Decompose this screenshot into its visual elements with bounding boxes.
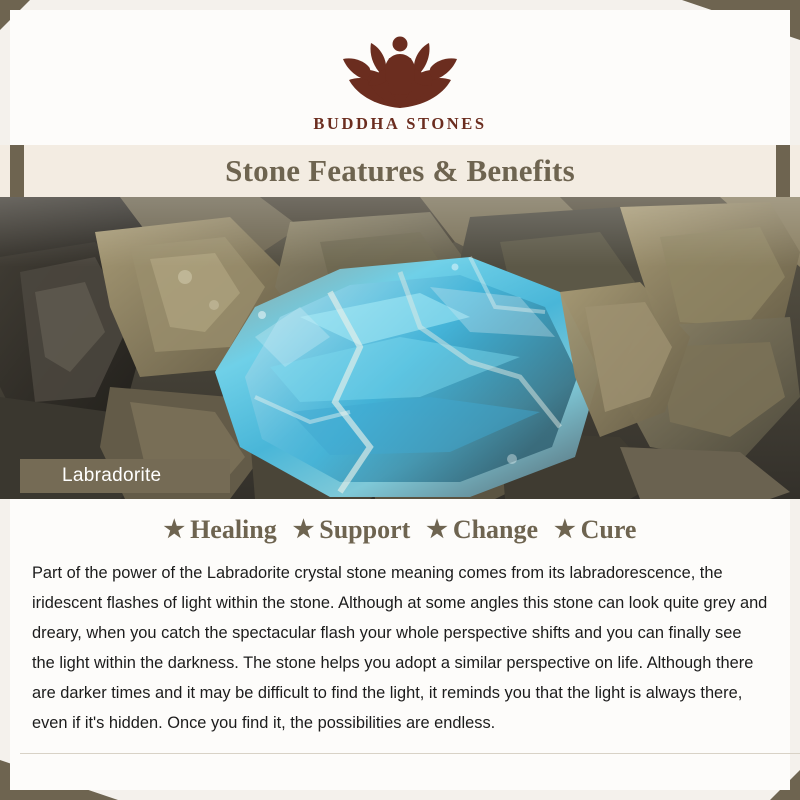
benefit-label: Cure	[580, 515, 637, 544]
lotus-meditation-icon	[325, 22, 475, 112]
title-band	[0, 145, 800, 197]
star-icon: ★	[163, 517, 186, 543]
benefit-item-support	[293, 515, 411, 545]
page-title: Stone Features & Benefits	[225, 153, 575, 188]
star-icon: ★	[426, 517, 448, 543]
content-canvas	[10, 10, 790, 790]
star-icon: ★	[292, 517, 315, 543]
benefit-label: Support	[319, 515, 411, 544]
description-paragraph: Part of the power of the Labradorite crystal stone meaning comes from its labradorescence, the iridescent flashes of light within the stone. Although at some angles this stone can look quite grey and dreary, when you catch the spectacular flash your whole perspective shifts and you can finally see the light within the darkness. The stone helps you adopt a similar perspective on life. Although there are darker times and it may be difficult to find the light, it reminds you that the light is always there, even if it's hidden. Once you find it, the possibilities are endless.	[32, 564, 768, 732]
title-bar-right-accent	[776, 145, 790, 197]
star-icon: ★	[554, 517, 576, 543]
stone-name-label: Labradorite	[20, 459, 230, 493]
benefit-label: Change	[452, 515, 539, 544]
benefit-item-healing	[164, 515, 277, 545]
hero-image	[0, 197, 800, 499]
benefit-item-change	[426, 515, 538, 545]
benefit-label: Healing	[190, 515, 277, 544]
bottom-divider	[20, 753, 800, 754]
brand-name: BUDDHA STONES	[313, 114, 487, 133]
title-bar-left-accent	[10, 145, 24, 197]
benefits-row	[10, 515, 790, 545]
brand-header	[10, 22, 790, 134]
benefit-item-cure	[554, 515, 636, 545]
